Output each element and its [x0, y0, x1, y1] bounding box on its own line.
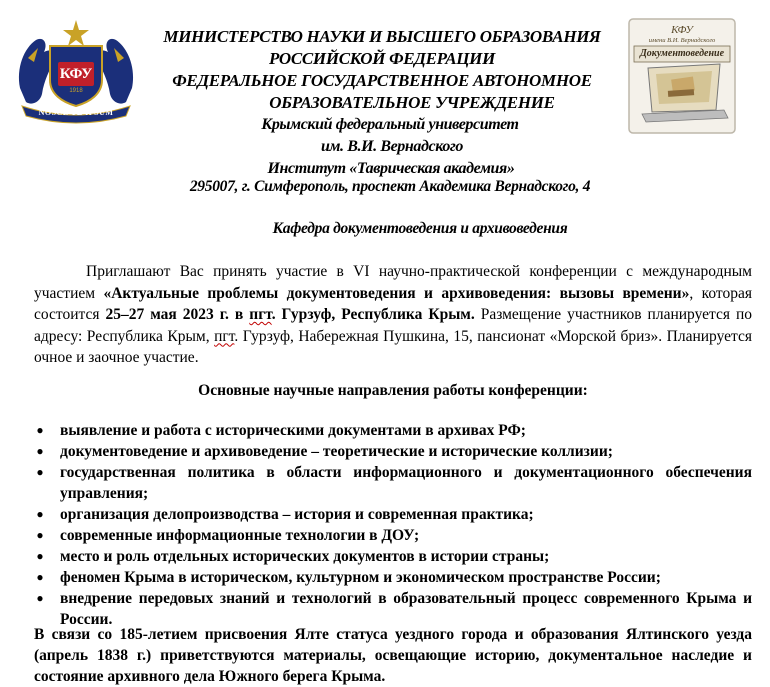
- list-item: [34, 420, 752, 441]
- logo-right-top-text: КФУ: [671, 24, 693, 36]
- list-item: [34, 567, 752, 588]
- intro-text-3: в: [228, 306, 250, 323]
- list-item: [34, 462, 752, 504]
- intro-text-4: Размещение участников планируется по адресу: Республика Крым,: [34, 306, 753, 345]
- emblem-year: 1918: [69, 88, 83, 94]
- bullet-icon: ●: [36, 528, 44, 542]
- emblem-motto: NOSCE TE IPSUM: [38, 108, 114, 117]
- header-line-federal: ФЕДЕРАЛЬНОЕ ГОСУДАРСТВЕННОЕ АВТОНОМНОЕ: [172, 71, 592, 90]
- list-item: [34, 441, 752, 462]
- place-abbrev: пгт: [249, 306, 272, 323]
- bullet-icon: ●: [36, 549, 44, 563]
- list-item: [34, 546, 752, 567]
- conference-place: . Гурзуф, Республика Крым.: [271, 306, 475, 323]
- bullet-icon: ●: [36, 570, 44, 584]
- header-line-ministry: МИНИСТЕРСТВО НАУКИ И ВЫСШЕГО ОБРАЗОВАНИЯ: [163, 27, 601, 46]
- directions-heading: Основные научные направления работы конференции:: [198, 382, 588, 399]
- header-line-federation: РОССИЙСКОЙ ФЕДЕРАЦИИ: [268, 49, 496, 68]
- header-line-university: Крымский федеральный университет: [261, 116, 519, 133]
- topic-text: современные информационные технологии в ДОУ;: [60, 527, 420, 544]
- invitation-paragraph: [34, 261, 752, 369]
- topic-text: феномен Крыма в историческом, культурном и экономическом пространстве России;: [60, 569, 661, 586]
- header-line-named: им. В.И. Вернадского: [320, 138, 464, 155]
- logo-right-sub-text: имени В.И. Вернадского: [648, 37, 716, 44]
- topic-text: место и роль отдельных исторических документов в истории страны;: [60, 548, 550, 565]
- conference-title: «Актуальные проблемы документоведения и архивоведения: вызовы времени»: [103, 284, 690, 302]
- topic-text: организация делопроизводства – история и современная практика;: [60, 506, 534, 523]
- topic-text: выявление и работа с историческими документами в архивах РФ;: [60, 422, 526, 439]
- bullet-icon: ●: [36, 465, 44, 479]
- logo-right-banner: Документоведение: [639, 48, 725, 59]
- intro-text-1: Приглашают Вас принять участие в VI научно-практической конференции с международным участием: [34, 263, 752, 302]
- topics-list: [34, 420, 752, 630]
- conference-dates: 25–27 мая 2023 г.: [105, 306, 229, 323]
- bullet-icon: ●: [36, 444, 44, 458]
- bullet-icon: ●: [36, 591, 44, 605]
- intro-text-2: , которая состоится: [34, 284, 753, 323]
- institution-header: [140, 26, 624, 180]
- documentology-logo: [628, 18, 736, 134]
- list-item: [34, 504, 752, 525]
- department-name: Кафедра документоведения и архивоведения: [272, 220, 568, 237]
- header-line-institute: Институт «Таврическая академия»: [267, 160, 515, 177]
- address-abbrev: пгт: [214, 327, 235, 345]
- institution-address: 295007, г. Симферополь, проспект Академика Вернадского, 4: [189, 178, 591, 195]
- bullet-icon: ●: [36, 507, 44, 521]
- topic-text: внедрение передовых знаний и технологий в образовательный процесс современного Крыма и России.: [60, 590, 752, 628]
- intro-text-5: . Гурзуф, Набережная Пушкина, 15, пансионат «Морской бриз». Планируется очное и заочное участие.: [34, 327, 752, 366]
- kfu-emblem-logo: [14, 18, 138, 124]
- topic-text: государственная политика в области информационного и документационного обеспечения управления;: [60, 464, 752, 502]
- header-line-institution: ОБРАЗОВАТЕЛЬНОЕ УЧРЕЖДЕНИЕ: [269, 93, 555, 112]
- emblem-text: КФУ: [59, 66, 93, 82]
- list-item: [34, 525, 752, 546]
- topic-text: документоведение и архивоведение – теоретические и исторические коллизии;: [60, 443, 613, 460]
- bullet-icon: ●: [36, 423, 44, 437]
- anniversary-paragraph: В связи со 185-летием присвоения Ялте статуса уездного города и образования Ялтинского уезда (апрель 1838 г.) приветствуются материалы, освещающие историю, документальное наследие и состояние архивного дела Южного берега Крыма.: [34, 626, 752, 685]
